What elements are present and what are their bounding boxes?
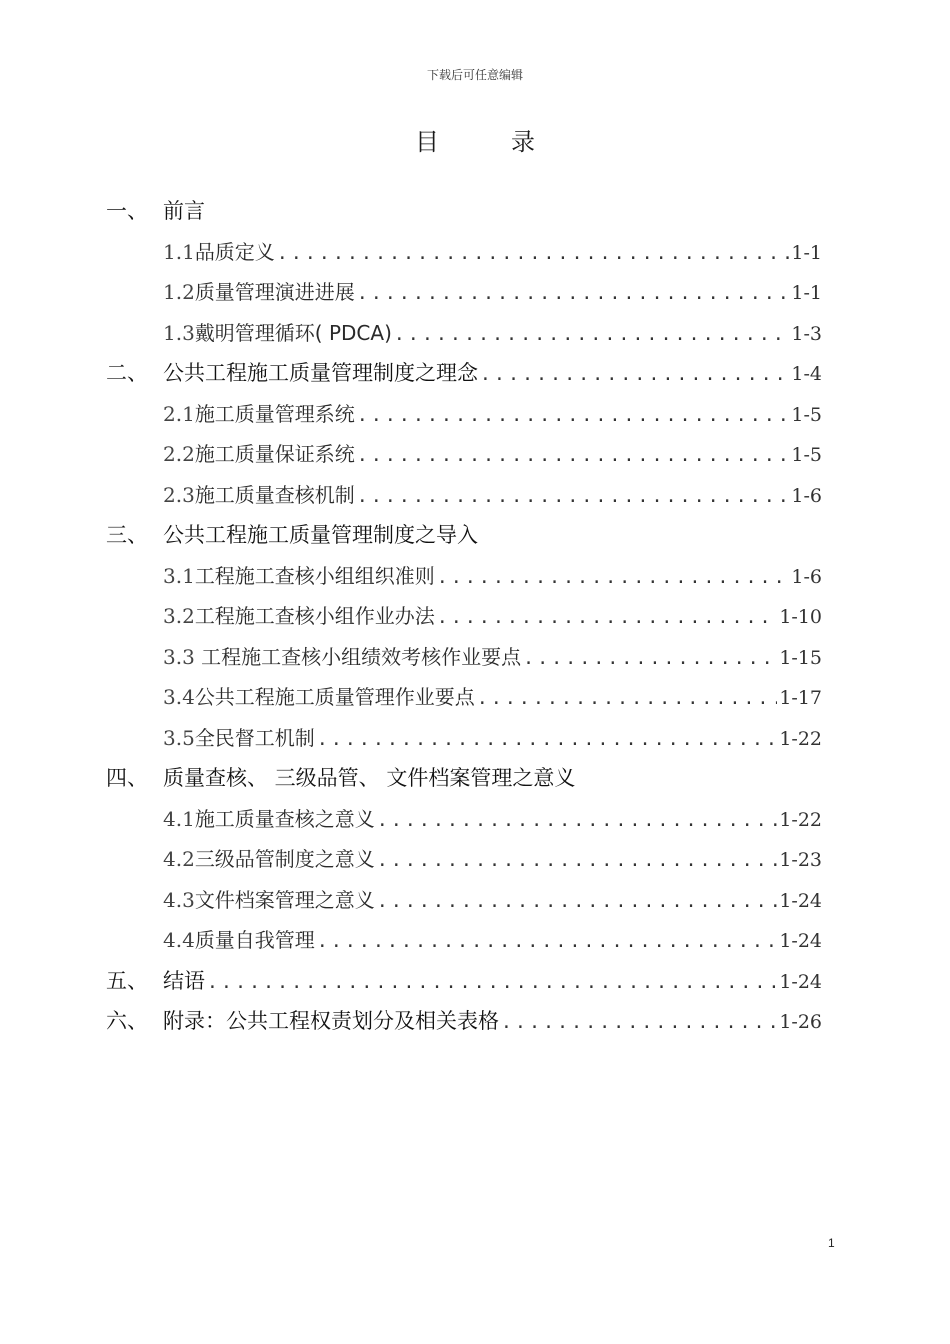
toc-dot-leader	[480, 355, 789, 395]
toc-dot-leader	[377, 882, 778, 922]
toc-entry-label	[163, 434, 355, 474]
toc-entry-title: 工程施工查核小组作业办法	[194, 604, 435, 628]
toc-entry-title: 结语	[163, 968, 205, 993]
toc-page-number: 1-22	[779, 808, 822, 831]
page-number: 1	[828, 1236, 835, 1250]
toc-section-number: 五、	[106, 968, 148, 993]
toc-entry	[163, 272, 822, 314]
toc-entry-code: 4.2	[163, 847, 195, 871]
toc-page-number: 1-6	[791, 565, 822, 588]
toc-entry	[163, 677, 822, 719]
toc-entry-label	[163, 394, 355, 434]
toc-entry	[163, 232, 822, 274]
toc-dot-leader	[207, 963, 777, 1003]
toc-entry	[163, 556, 822, 598]
toc-dot-leader	[377, 801, 778, 841]
toc-entry-label	[163, 556, 435, 596]
toc-entry-title: 工程施工查核小组组织准则	[194, 563, 435, 588]
toc-section-row	[0, 1001, 950, 1042]
toc-page-number: 1-5	[791, 444, 822, 466]
toc-dot-leader	[501, 1003, 777, 1043]
toc-dot-leader	[377, 841, 778, 881]
toc-subsection-row	[0, 920, 950, 961]
toc-entry-code: 4.3	[163, 887, 195, 912]
toc-subsection-row	[0, 596, 950, 637]
toc-entry-label	[163, 718, 315, 758]
toc-entry	[163, 515, 822, 555]
toc-entry	[163, 799, 822, 841]
toc-dot-leader	[317, 720, 778, 760]
toc-section-row	[0, 191, 950, 232]
toc-entry-label	[163, 880, 375, 920]
toc-entry-title: 前言	[163, 199, 205, 223]
toc-entry-label	[163, 515, 478, 555]
toc-entry-label	[163, 596, 435, 636]
toc-page-number: 1-5	[791, 403, 822, 426]
toc-subsection-row	[0, 677, 950, 718]
title-char-left: 目	[415, 128, 439, 156]
toc-page-number: 1-24	[779, 970, 822, 993]
toc-subsection-row	[0, 556, 950, 597]
toc-entry-code: 2.2	[163, 442, 195, 466]
toc-entry-title: 全民督工机制	[194, 725, 315, 750]
toc-subsection-row	[0, 718, 950, 759]
toc-subsection-row	[0, 475, 950, 516]
toc-entry-title: 施工质量管理系统	[194, 401, 355, 426]
toc-subsection-row	[0, 839, 950, 880]
toc-entry-title: 施工质量保证系统	[194, 442, 355, 466]
toc-entry-title: 施工质量查核机制	[194, 482, 355, 507]
toc-dot-leader	[317, 922, 778, 962]
toc-entry	[163, 596, 822, 638]
toc-entry-code: 3.5	[163, 725, 195, 750]
toc-dot-leader	[437, 558, 790, 598]
toc-entry-title: 质量查核、 三级品管、 文件档案管理之意义	[163, 766, 576, 790]
toc-page-number: 1-15	[779, 646, 822, 669]
toc-subsection-row	[0, 394, 950, 435]
toc-subsection-row	[0, 313, 950, 354]
toc-entry-label	[163, 961, 205, 1001]
toc-dot-leader	[477, 679, 778, 719]
toc-page-number: 1-17	[779, 687, 822, 709]
toc-section-row	[0, 353, 950, 394]
toc-entry-title: 戴明管理循环( PDCA)	[194, 320, 392, 345]
toc-entry-code: 4.1	[163, 806, 195, 831]
toc-dot-leader	[357, 396, 790, 436]
toc-section-number: 四、	[106, 766, 148, 790]
toc-entry-code: 1.3	[163, 320, 195, 345]
toc-dot-leader	[357, 274, 790, 314]
toc-entry-label	[163, 272, 355, 312]
toc-entry	[163, 839, 822, 881]
toc-subsection-row	[0, 799, 950, 840]
title-char-right: 录	[511, 128, 535, 156]
toc-entry-label	[163, 637, 521, 677]
toc-entry	[163, 758, 822, 798]
toc-entry-title: 质量管理演进进展	[194, 280, 355, 304]
toc-subsection-row	[0, 637, 950, 678]
toc-entry-title: 品质定义	[194, 239, 275, 264]
toc-entry-label	[163, 1001, 499, 1041]
toc-page-number: 1-10	[779, 606, 822, 628]
toc-entry-label	[163, 475, 355, 515]
toc-page-number: 1-4	[791, 363, 822, 385]
toc-entry	[163, 637, 822, 679]
toc-page-number: 1-22	[779, 727, 822, 750]
toc-entry-code: 4.4	[163, 928, 195, 952]
toc-entry-label	[163, 677, 475, 717]
toc-subsection-row	[0, 232, 950, 273]
toc-entry-title: 附录：公共工程权责划分及相关表格	[163, 1009, 499, 1033]
toc-entry	[163, 313, 822, 355]
toc-entry-label	[163, 313, 392, 353]
toc-page-number: 1-6	[791, 484, 822, 507]
toc-page-number: 1-1	[791, 241, 822, 264]
toc-entry-title: 公共工程施工质量管理制度之理念	[163, 361, 478, 385]
toc-entry-code: 2.1	[163, 401, 195, 426]
toc-entry-label	[163, 758, 575, 798]
toc-subsection-row	[0, 880, 950, 921]
toc-entry-title: 公共工程施工质量管理作业要点	[194, 685, 475, 709]
toc-entry-code: 1.2	[163, 280, 195, 304]
toc-dot-leader	[277, 234, 790, 274]
toc-entry-title: 施工质量查核之意义	[194, 806, 375, 831]
toc-entry-code: 2.3	[163, 482, 195, 507]
toc-entry	[163, 394, 822, 436]
toc-entry-title: 质量自我管理	[194, 928, 315, 952]
toc-entry	[163, 191, 822, 231]
toc-page-number: 1-3	[791, 322, 822, 345]
toc-entry-label	[163, 920, 315, 960]
toc-subsection-row	[0, 272, 950, 313]
toc-dot-leader	[357, 436, 790, 476]
toc-entry-code: 3.4	[163, 685, 195, 709]
toc-section-row	[0, 515, 950, 556]
toc-section-row	[0, 758, 950, 799]
toc-entry	[163, 353, 822, 395]
toc-section-number: 三、	[106, 523, 148, 547]
toc-entry-label	[163, 839, 375, 879]
toc-entry-code: 3.2	[163, 604, 195, 628]
toc-entry-code: 1.1	[163, 239, 195, 264]
toc-page-number: 1-24	[779, 889, 822, 912]
toc-entry-code: 3.1	[163, 563, 195, 588]
toc-page-number: 1-23	[779, 849, 822, 871]
toc-dot-leader	[523, 639, 777, 679]
toc-dot-leader	[394, 315, 790, 355]
toc-entry	[163, 880, 822, 922]
toc-page-number: 1-26	[779, 1011, 822, 1033]
toc-entry-title: 工程施工查核小组绩效考核作业要点	[201, 644, 522, 669]
toc-dot-leader	[437, 598, 778, 638]
toc-entry-label	[163, 232, 275, 272]
toc-entry	[163, 961, 822, 1003]
toc-entry	[163, 718, 822, 760]
toc-page-number: 1-1	[791, 282, 822, 304]
toc-entry-label	[163, 191, 205, 231]
toc-dot-leader	[357, 477, 790, 517]
toc-entry	[163, 434, 822, 476]
toc-entry-code: 3.3	[163, 644, 202, 669]
toc-section-row	[0, 961, 950, 1002]
toc-section-number: 六、	[106, 1009, 148, 1033]
toc-section-number: 二、	[106, 361, 148, 385]
header-note: 下载后可任意编辑	[426, 68, 523, 82]
toc-entry	[163, 920, 822, 962]
toc-section-number: 一、	[106, 199, 148, 223]
toc-entry	[163, 475, 822, 517]
toc-entry-title: 文件档案管理之意义	[194, 887, 375, 912]
toc-subsection-row	[0, 434, 950, 475]
toc-entry-label	[163, 799, 375, 839]
page-title	[0, 122, 950, 157]
toc-page-number: 1-24	[779, 930, 822, 952]
toc-entry-label	[163, 353, 478, 393]
toc-entry	[163, 1001, 822, 1043]
toc-entry-title: 公共工程施工质量管理制度之导入	[163, 523, 478, 547]
table-of-contents	[0, 191, 950, 1042]
toc-entry-title: 三级品管制度之意义	[194, 847, 375, 871]
